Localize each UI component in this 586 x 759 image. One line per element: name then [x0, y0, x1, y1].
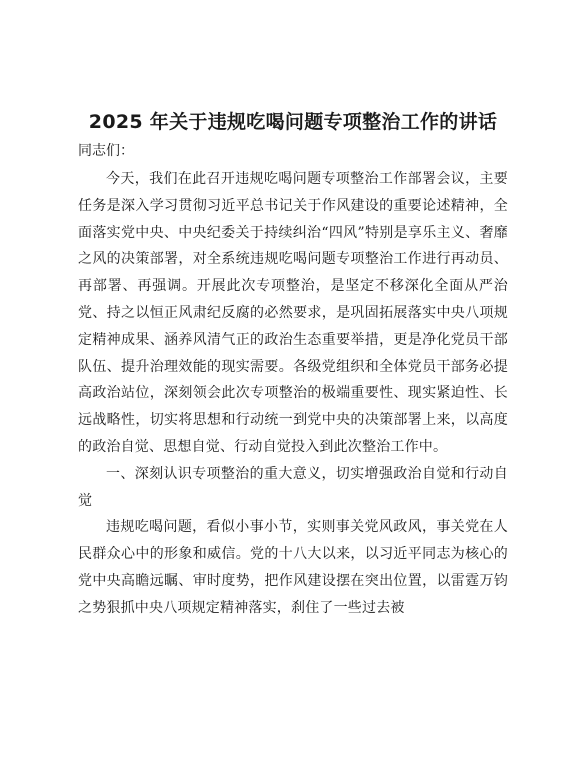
document-body [78, 166, 508, 622]
paragraph-intro: 今天，我们在此召开违规吃喝问题专项整治工作部署会议，主要任务是深入学习贯彻习近平总书记关于作风建设的重要论述精神，全面落实党中央、中央纪委关于持续纠治“四风”特别是享乐主义、奢靡之风的决策部署，对全系统违规吃喝问题专项整治工作进行再动员、再部署、再强调。开展此次专项整治，是坚定不移深化全面从严治党、持之以恒正风肃纪反腐的必然要求，是巩固拓展落实中央八项规定精神成果、涵养风清气正的政治生态重要举措，更是净化党员干部队伍、提升治理效能的现实需要。各级党组织和全体党员干部务必提高政治站位，深刻领会此次专项整治的极端重要性、现实紧迫性、长远战略性，切实将思想和行动统一到党中央的决策部署上来，以高度的政治自觉、思想自觉、行动自觉投入到此次整治工作中。 [78, 171, 508, 455]
paragraph-section-1: 违规吃喝问题，看似小事小节，实则事关党风政风，事关党在人民群众心中的形象和威信。党的十八大以来，以习近平同志为核心的党中央高瞻远瞩、审时度势，把作风建设摆在突出位置，以雷霆万钧之势狠抓中央八项规定精神落实，刹住了一些过去被 [78, 519, 508, 616]
salutation: 同志们： [78, 143, 134, 159]
section-heading-1: 一、深刻认识专项整治的重大意义，切实增强政治自觉和行动自觉 [78, 465, 508, 509]
document-title: 2025 年关于违规吃喝问题专项整治工作的讲话 [88, 111, 498, 133]
